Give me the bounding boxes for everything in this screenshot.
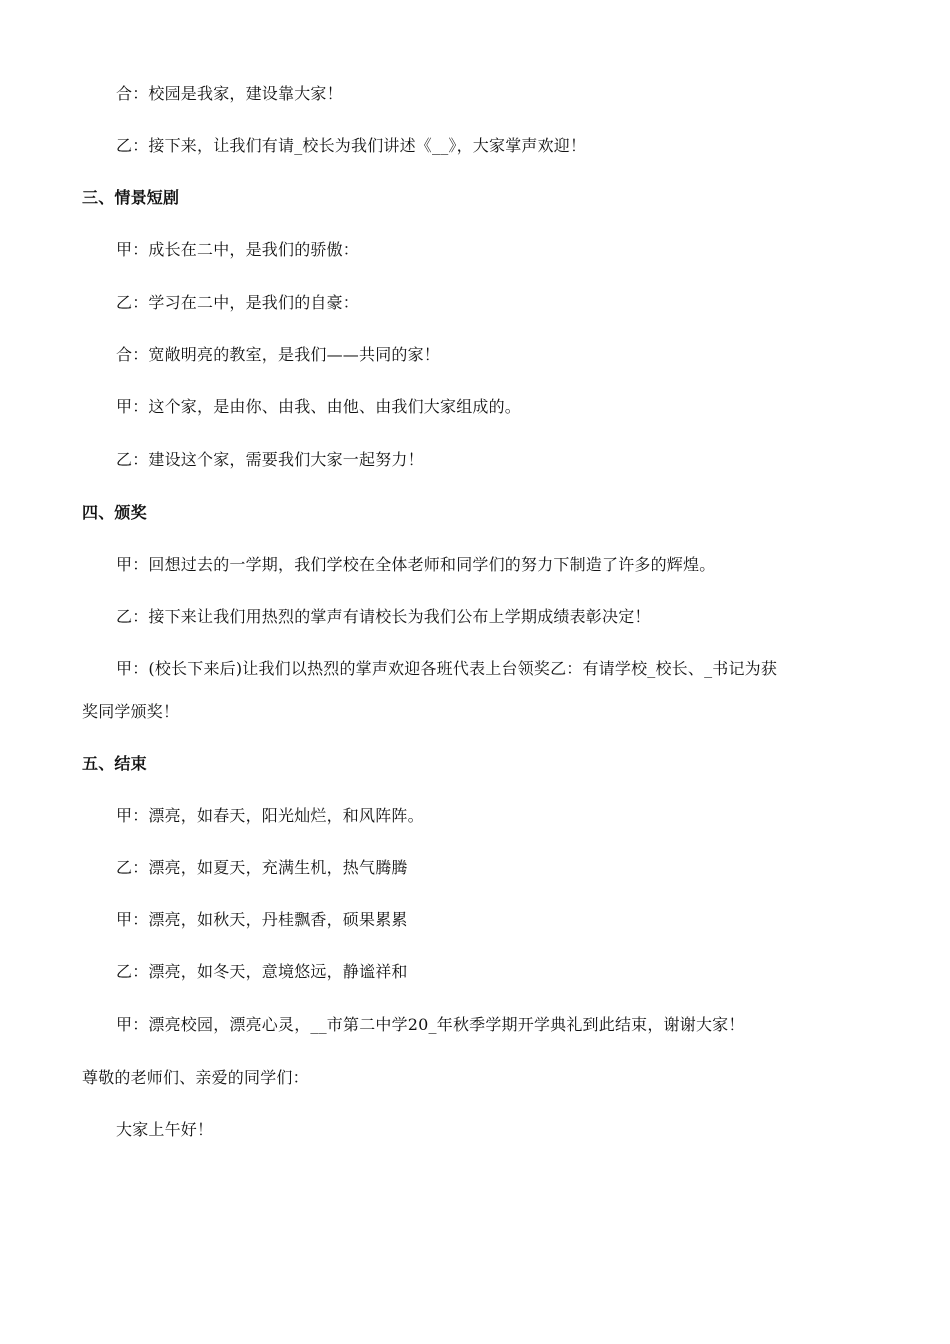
section-heading: 四、颁奖 xyxy=(82,503,147,522)
paragraph-line: 奖同学颁奖！ xyxy=(82,702,180,721)
paragraph-line: 甲：漂亮校园，漂亮心灵，__市第二中学20_年秋季学期开学典礼到此结束，谢谢大家！ xyxy=(116,1015,745,1034)
section-heading: 五、结束 xyxy=(82,754,147,773)
paragraph-line: 乙：接下来让我们用热烈的掌声有请校长为我们公布上学期成绩表彰决定！ xyxy=(116,607,651,626)
paragraph-line: 甲：成长在二中，是我们的骄傲： xyxy=(116,240,360,259)
paragraph-line: 大家上午好！ xyxy=(116,1120,214,1139)
paragraph-line: 乙：漂亮，如冬天，意境悠远，静谧祥和 xyxy=(116,962,408,981)
paragraph-line: 乙：接下来，让我们有请_校长为我们讲述《__》，大家掌声欢迎！ xyxy=(116,136,587,155)
paragraph-line: 乙：学习在二中，是我们的自豪： xyxy=(116,293,360,312)
paragraph-line: 甲：(校长下来后)让我们以热烈的掌声欢迎各班代表上台领奖乙：有请学校_校长、_书记为获 xyxy=(116,659,778,678)
paragraph-line: 甲：这个家，是由你、由我、由他、由我们大家组成的。 xyxy=(116,397,522,416)
section-heading: 三、情景短剧 xyxy=(82,188,180,207)
paragraph-line: 乙：建设这个家，需要我们大家一起努力！ xyxy=(116,450,424,469)
paragraph-line: 合：校园是我家，建设靠大家！ xyxy=(116,84,343,103)
paragraph-line: 合：宽敞明亮的教室，是我们——共同的家！ xyxy=(116,345,441,364)
paragraph-line: 尊敬的老师们、亲爱的同学们： xyxy=(82,1068,309,1087)
paragraph-line: 乙：漂亮，如夏天，充满生机，热气腾腾 xyxy=(116,858,408,877)
paragraph-line: 甲：回想过去的一学期，我们学校在全体老师和同学们的努力下制造了许多的辉煌。 xyxy=(116,555,716,574)
paragraph-line: 甲：漂亮，如春天，阳光灿烂，和风阵阵。 xyxy=(116,806,424,825)
paragraph-line: 甲：漂亮，如秋天，丹桂飘香，硕果累累 xyxy=(116,910,408,929)
